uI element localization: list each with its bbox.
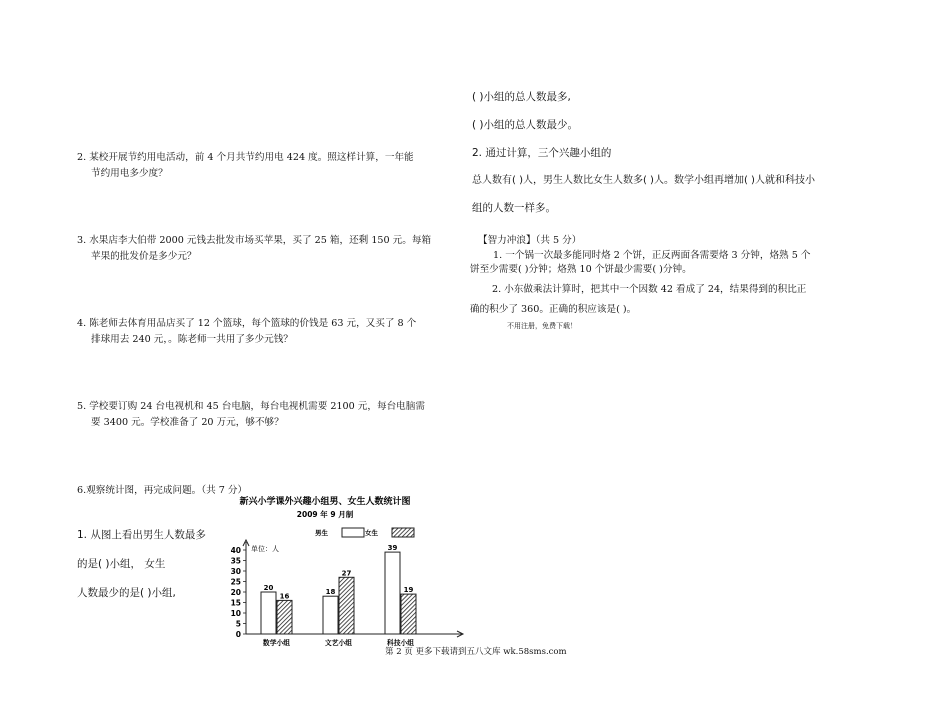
bar-chart <box>215 490 470 660</box>
category-label: 文艺小组 <box>324 639 353 647</box>
page-footer: 第 2 页 更多下载请到五八文库 wk.58sms.com <box>385 647 567 657</box>
chart-unit-label: 单位：人 <box>251 545 279 553</box>
brain-title: 【智力冲浪】（共 5 分） <box>478 235 582 246</box>
bar-value-label: 39 <box>387 544 398 553</box>
y-tick-label: 30 <box>230 567 241 576</box>
bar-1-1 <box>261 592 276 634</box>
q6-sub1-line1: 1. 从图上看出男生人数最多 <box>77 529 206 541</box>
question-2-line2: 节约用电多少度？ <box>91 168 168 179</box>
q6-sub1-line3: 人数最少的是( )小组, <box>77 587 176 599</box>
right-line1: ( )小组的总人数最多, <box>472 91 571 103</box>
bar-2-2 <box>339 577 354 634</box>
y-tick-label: 5 <box>235 619 241 629</box>
bar-2-1 <box>277 600 292 634</box>
question-5 <box>77 399 447 431</box>
bar-value-label: 20 <box>263 584 274 592</box>
chart-subtitle: 2009 年 9 月制 <box>296 510 354 519</box>
bar-value-label: 16 <box>279 592 290 601</box>
legend-label-1: 男生 <box>315 529 328 537</box>
y-tick-label: 40 <box>230 546 241 555</box>
y-tick-label: 20 <box>230 588 241 597</box>
question-5-line2: 要 3400 元。学校准备了 20 万元，够不够？ <box>91 417 284 428</box>
question-6-title: 6.观察统计图，再完成问题。（共 7 分） <box>77 485 248 496</box>
free-download-note: 不用注册，免费下载！ <box>507 322 577 330</box>
bar-value-label: 27 <box>341 569 352 578</box>
question-5-line1: 5. 学校要订购 24 台电视机和 45 台电脑，每台电视机需要 2100 元，每台电脑需 <box>77 401 425 412</box>
question-2 <box>77 150 447 182</box>
bar-1-2 <box>323 596 338 634</box>
question-3-line1: 3. 水果店李大伯带 2000 元钱去批发市场买苹果，买了 25 箱，还剩 150 元。每箱 <box>77 235 432 246</box>
y-tick-label: 10 <box>230 609 241 618</box>
chart-legend <box>315 528 414 537</box>
bar-1-3 <box>385 552 400 634</box>
brain-q2-line2: 确的积少了 360。正确的积应该是( )。 <box>470 304 637 315</box>
y-tick-label: 25 <box>230 577 241 587</box>
y-tick-label: 35 <box>230 556 241 566</box>
right-line3: 2. 通过计算，三个兴趣小组的 <box>472 147 612 159</box>
q6-sub1-line2: 的是( )小组， 女生 <box>77 558 166 570</box>
question-4-line2: 排球用去 240 元，。陈老师一共用了多少元钱？ <box>91 334 293 345</box>
right-line5: 组的人数一样多。 <box>472 202 556 214</box>
chart-bars <box>261 544 416 634</box>
question-4-line1: 4. 陈老师去体育用品店买了 12 个篮球，每个篮球的价钱是 63 元，又买了 8 个 <box>77 318 417 329</box>
question-3-line2: 苹果的批发价是多少元？ <box>91 251 197 262</box>
y-tick-label: 0 <box>235 630 241 639</box>
legend-label-2: 女生 <box>365 529 378 537</box>
bar-value-label: 19 <box>403 586 414 595</box>
y-tick-label: 15 <box>230 598 241 608</box>
question-3 <box>77 233 447 265</box>
legend-swatch-2 <box>392 528 414 537</box>
brain-q2-line1: 2. 小东做乘法计算时，把其中一个因数 42 看成了 24，结果得到的积比正 <box>492 284 807 295</box>
brain-q1-line1: 1. 一个锅一次最多能同时烙 2 个饼，正反两面各需要烙 3 分钟，烙熟 5 个 <box>493 250 811 261</box>
bar-2-3 <box>401 594 416 634</box>
bar-value-label: 18 <box>325 588 336 597</box>
category-label: 数学小组 <box>262 639 291 647</box>
chart-title: 新兴小学课外兴趣小组男、女生人数统计图 <box>239 497 411 507</box>
brain-q1-line2: 饼至少需要( )分钟；烙熟 10 个饼最少需要( )分钟。 <box>470 264 692 275</box>
right-line4: 总人数有( )人，男生人数比女生人数多( )人。数学小组再增加( )人就和科技小 <box>472 175 815 186</box>
question-2-line1: 2. 某校开展节约用电活动，前 4 个月共节约用电 424 度。照这样计算，一年能 <box>77 152 414 163</box>
right-line2: ( )小组的总人数最少。 <box>472 119 579 131</box>
legend-swatch-1 <box>342 528 364 537</box>
question-4 <box>77 316 447 348</box>
category-label: 科技小组 <box>386 639 415 647</box>
